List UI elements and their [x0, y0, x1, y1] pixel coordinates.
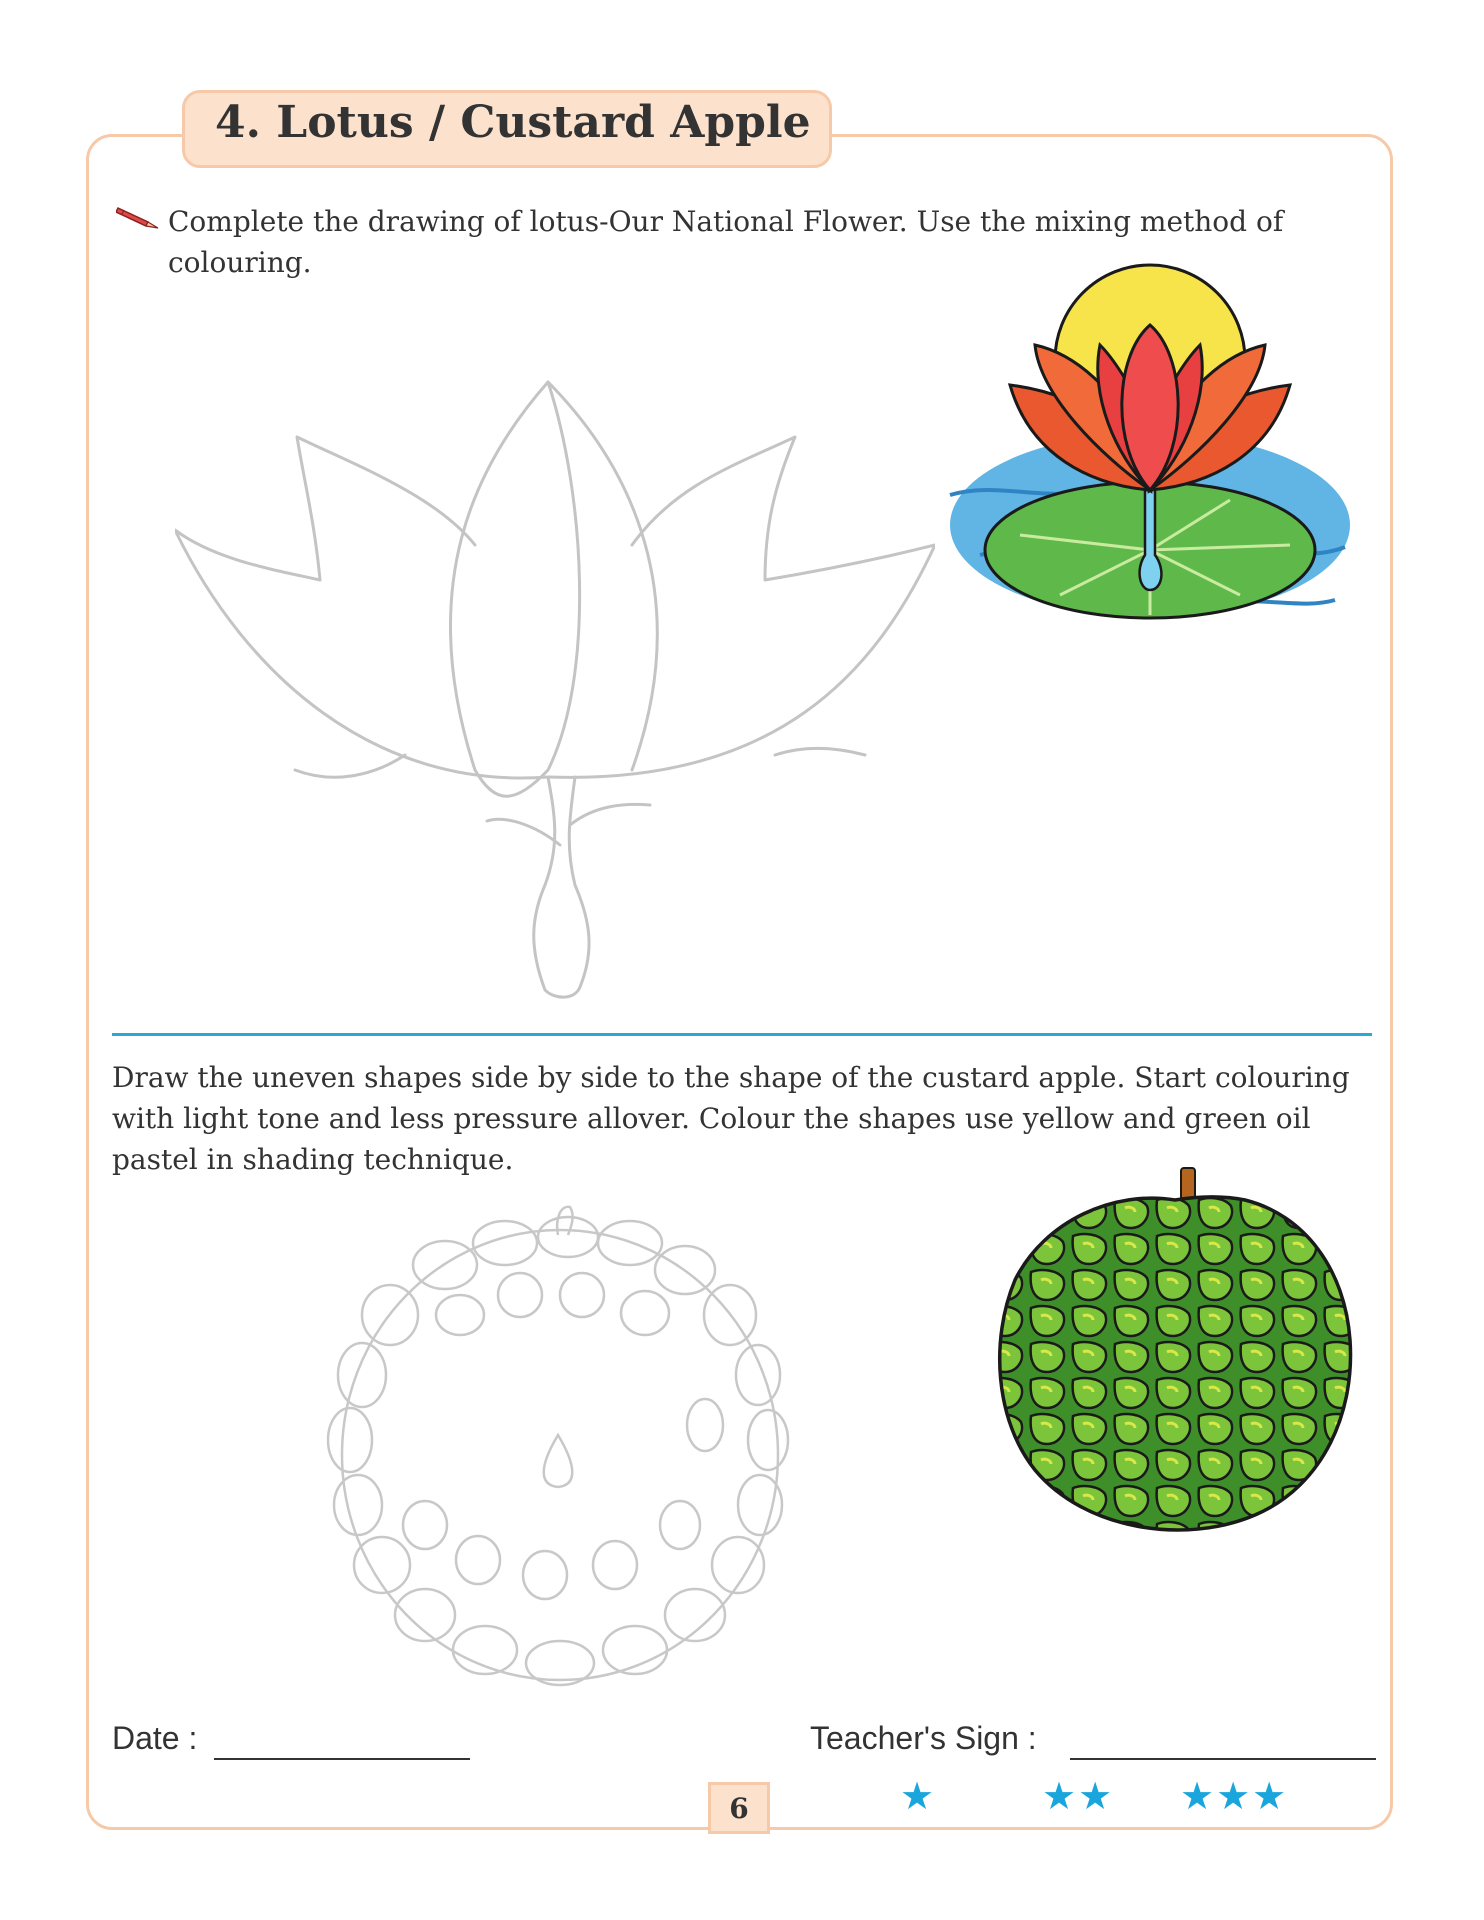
lotus-outline-drawing: [175, 375, 935, 1010]
custard-apple-colored-reference: [985, 1160, 1365, 1550]
custard-apple-instruction: Draw the uneven shapes side by side to the shape of the custard apple. Start colouring with light tone and less pressure allover. Colour the shapes use yellow and green oil pastel in shading technique.: [112, 1061, 1350, 1176]
teacher-sign-input-line[interactable]: [1070, 1758, 1376, 1760]
date-input-line[interactable]: [214, 1758, 470, 1760]
rating-three-stars[interactable]: ★★★: [1180, 1774, 1289, 1818]
page-number: 6: [708, 1782, 770, 1834]
custard-apple-outline-drawing: [310, 1195, 810, 1695]
page-title: 4. Lotus / Custard Apple: [215, 97, 811, 148]
rating-two-stars[interactable]: ★★: [1042, 1774, 1115, 1818]
date-label: Date :: [112, 1720, 198, 1756]
section-divider: [112, 1033, 1372, 1036]
lotus-instruction: Complete the drawing of lotus-Our National Flower. Use the mixing method of colouring.: [168, 205, 1284, 279]
rating-one-star[interactable]: ★: [900, 1774, 937, 1818]
pencil-icon: [116, 204, 160, 230]
teacher-sign-label: Teacher's Sign :: [810, 1720, 1037, 1756]
lotus-colored-reference: [940, 255, 1360, 665]
